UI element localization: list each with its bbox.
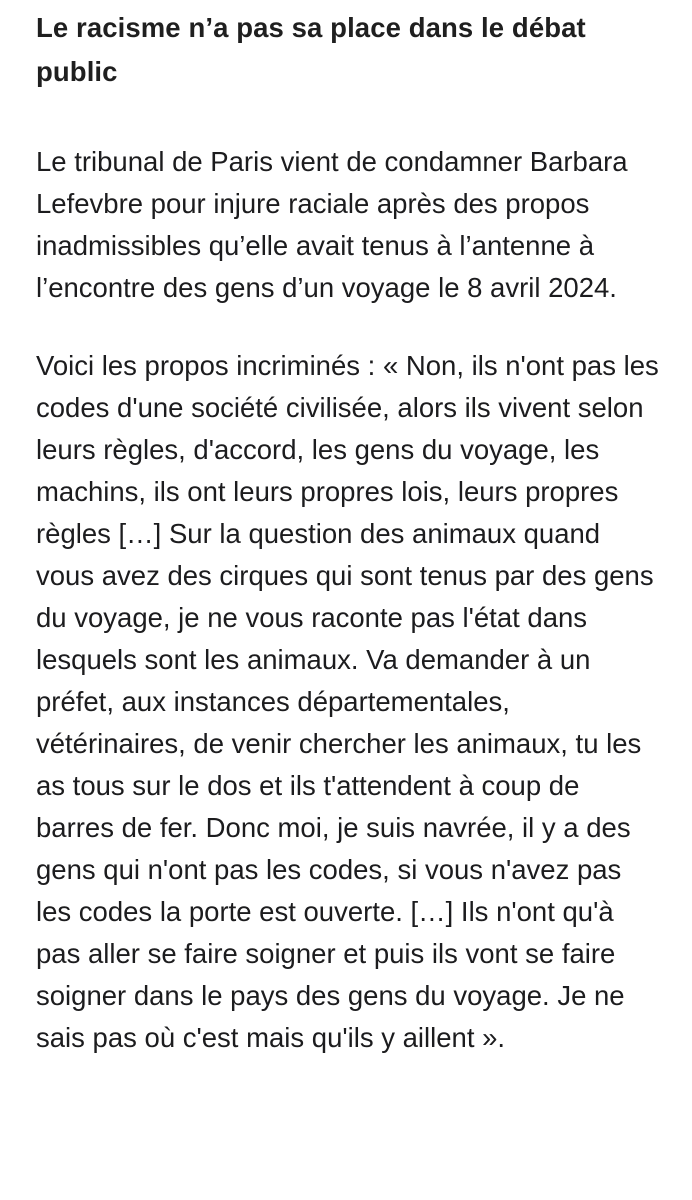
article-title: Le racisme n’a pas sa place dans le débat public [36, 12, 586, 87]
article-paragraph-quote: Voici les propos incriminés : « Non, ils n'ont pas les codes d'une société civilisée, alors ils vivent selon leurs règles, d'accord, les gens du voyage, les machins, ils ont leurs propres lois, leurs propres règles […] Sur la question des animaux quand vous avez des cirques qui sont tenus par des gens du voyage, je ne vous raconte pas l'état dans lesquels sont les animaux. Va demander à un préfet, aux instances départementales, vétérinaires, de venir chercher les animaux, tu les as tous sur le dos et ils t'attendent à coup de barres de fer. Donc moi, je suis navrée, il y a des gens qui n'ont pas les codes, si vous n'avez pas les codes la porte est ouverte. […] Ils n'ont qu'à pas aller se faire soigner et puis ils vont se faire soigner dans le pays des gens du voyage. Je ne sais pas où c'est mais qu'ils y aillent ». [36, 350, 659, 1053]
article-paragraph-intro: Le tribunal de Paris vient de condamner Barbara Lefevbre pour injure raciale après des propos inadmissibles qu’elle avait tenus à l’antenne à l’encontre des gens d’un voyage le 8 avril 2024. [36, 146, 628, 303]
